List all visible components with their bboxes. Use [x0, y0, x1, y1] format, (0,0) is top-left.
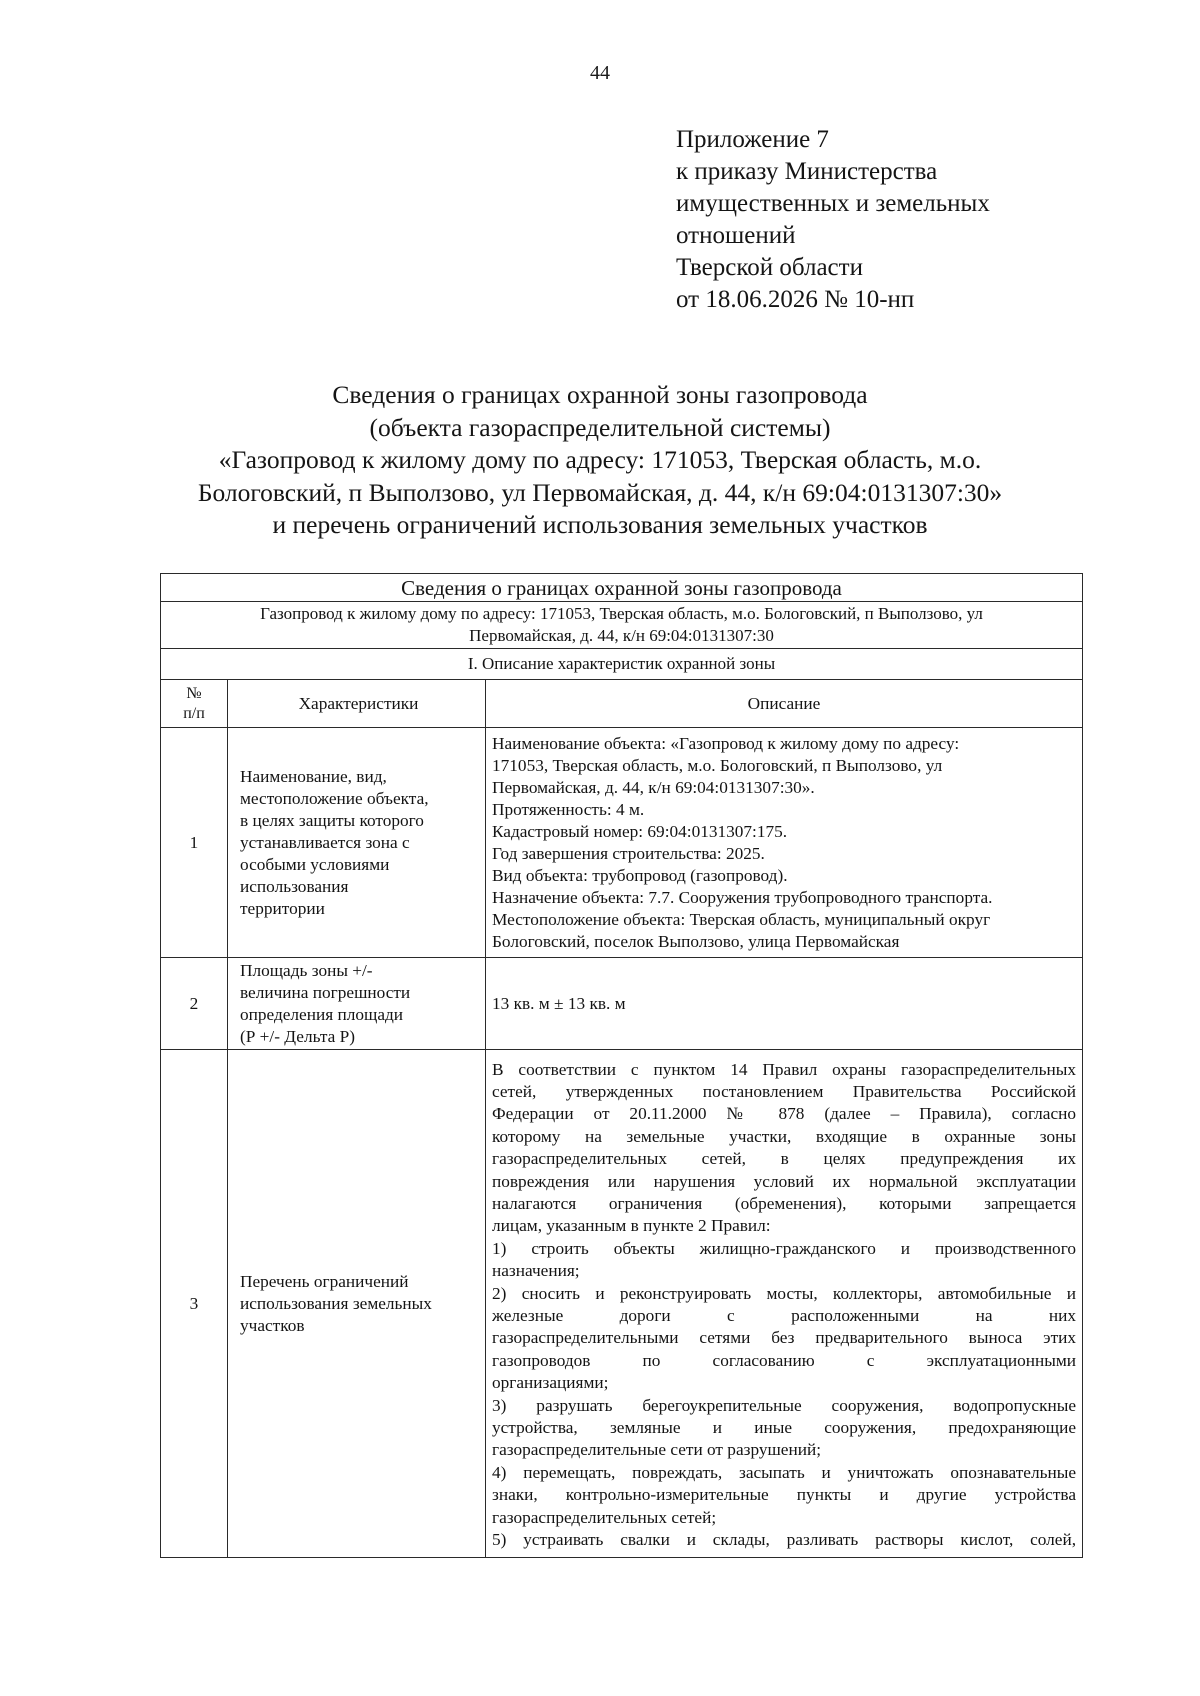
zone-info-table — [160, 573, 1083, 1558]
title-line: Бологовский, п Выползово, ул Первомайская, д. 44, к/н 69:04:0131307:30» — [197, 477, 1003, 507]
text-line: Площадь зоны +/- — [240, 960, 373, 980]
title-line: Сведения о границах охранной зоны газопровода — [332, 380, 868, 409]
text-line: устройства, земляные и иные сооружения, предохраняющие — [492, 1417, 1077, 1437]
text-line: знаки, контрольно-измерительные пункты и другие устройства — [492, 1485, 1077, 1505]
appendix-reference — [676, 124, 990, 316]
text-line: Вид объекта: трубопровод (газопровод). — [492, 865, 788, 885]
text-line: налагаются ограничения (обременения), которыми запрещается — [492, 1194, 1077, 1214]
text-line: организациями; — [492, 1373, 609, 1393]
column-header-number-line: № — [186, 684, 202, 702]
text-line: территории — [240, 898, 325, 918]
text-line: участков — [240, 1315, 305, 1335]
text-line: назначения; — [492, 1261, 580, 1281]
text-line: в целях защиты которого — [240, 810, 424, 830]
title-line: «Газопровод к жилому дому по адресу: 171053, Тверская область, м.о. — [218, 445, 982, 474]
text-line: повреждения или нарушения условий их нормальной эксплуатации — [492, 1171, 1077, 1191]
text-line: 1) строить объекты жилищно-гражданского и производственного — [492, 1238, 1077, 1258]
object-name-line: Первомайская, д. 44, к/н 69:04:0131307:30 — [469, 626, 774, 645]
column-header-description: Описание — [486, 680, 1083, 728]
text-line: газораспределительных сетей; — [492, 1507, 717, 1527]
appendix-line: имущественных и земельных — [676, 190, 990, 217]
table-row — [161, 1050, 1083, 1558]
column-header-number-line: п/п — [183, 704, 205, 722]
text-line: Назначение объекта: 7.7. Сооружения трубопроводного транспорта. — [492, 887, 993, 907]
text-line: В соответствии с пунктом 14 Правил охраны газораспределительных — [492, 1059, 1077, 1079]
text-line: Кадастровый номер: 69:04:0131307:175. — [492, 821, 788, 841]
text-line: (Р +/- Дельта Р) — [240, 1026, 355, 1046]
text-line: Первомайская, д. 44, к/н 69:04:0131307:30». — [492, 777, 815, 797]
appendix-line: отношений — [676, 222, 796, 249]
appendix-line: Тверской области — [676, 254, 863, 281]
text-line: газораспределительные сети от разрушений; — [492, 1440, 822, 1460]
text-line: Наименование объекта: «Газопровод к жилому дому по адресу: — [492, 733, 960, 753]
object-name-line: Газопровод к жилому дому по адресу: 171053, Тверская область, м.о. Бологовский, п Выползово, ул — [260, 604, 983, 623]
row-characteristics — [228, 958, 486, 1050]
page-number: 44 — [590, 62, 610, 84]
text-line: 2) сносить и реконструировать мосты, коллекторы, автомобильные и — [492, 1283, 1077, 1303]
text-line: сетей, утвержденных постановлением Правительства Российской — [492, 1082, 1077, 1102]
text-line: 4) перемещать, повреждать, засыпать и уничтожать опознавательные — [492, 1462, 1077, 1482]
row-number: 3 — [161, 1050, 228, 1558]
text-line: устанавливается зона с — [240, 832, 410, 852]
table-row — [161, 728, 1083, 958]
table-section-title: I. Описание характеристик охранной зоны — [161, 649, 1083, 680]
table-object-name — [161, 602, 1083, 649]
text-line: величина погрешности — [240, 982, 411, 1002]
document-title — [0, 379, 1200, 542]
text-line: использования — [240, 876, 349, 896]
table-header: Сведения о границах охранной зоны газопровода — [161, 574, 1083, 602]
row-number: 2 — [161, 958, 228, 1050]
row-description — [486, 728, 1083, 958]
row-characteristics — [228, 728, 486, 958]
table-column-headers — [161, 680, 1083, 728]
text-line: Местоположение объекта: Тверская область, муниципальный округ — [492, 909, 991, 929]
row-description — [486, 958, 1083, 1050]
text-line: железные дороги с расположенными на них — [492, 1306, 1077, 1325]
text-line: Федерации от 20.11.2000 № 878 (далее – Правила), согласно — [492, 1104, 1077, 1124]
row-description — [486, 1050, 1083, 1558]
text-line: 5) устраивать свалки и склады, разливать растворы кислот, солей, — [492, 1529, 1077, 1549]
text-line: 171053, Тверская область, м.о. Бологовский, п Выползово, ул — [492, 755, 943, 775]
column-header-number — [161, 680, 228, 728]
text-line: использования земельных — [240, 1293, 432, 1313]
text-line: Год завершения строительства: 2025. — [492, 843, 765, 863]
row-characteristics — [228, 1050, 486, 1558]
text-line: которому на земельные участки, входящие в охранные зоны — [492, 1126, 1077, 1146]
text-line: газораспределительных сетей, в целях предупреждения их — [492, 1149, 1077, 1169]
text-line: местоположение объекта, — [240, 788, 429, 808]
appendix-line: Приложение 7 — [676, 126, 829, 153]
text-line: 3) разрушать берегоукрепительные сооружения, водопропускные — [492, 1395, 1077, 1415]
text-line: Протяженность: 4 м. — [492, 799, 645, 819]
text-line: газопроводов по согласованию с эксплуатационными — [492, 1350, 1077, 1370]
text-line: лицам, указанным в пункте 2 Правил: — [492, 1216, 771, 1236]
text-line: 13 кв. м ± 13 кв. м — [492, 993, 626, 1013]
text-line: газораспределительными сетями без предварительного выноса этих — [492, 1328, 1077, 1348]
text-line: Бологовский, поселок Выползово, улица Первомайская — [492, 931, 900, 951]
text-line: определения площади — [240, 1004, 404, 1024]
title-line: и перечень ограничений использования земельных участков — [272, 510, 928, 539]
column-header-characteristics: Характеристики — [228, 680, 486, 728]
table-row — [161, 958, 1083, 1050]
appendix-line: от 18.06.2026 № 10-нп — [676, 286, 915, 313]
appendix-line: к приказу Министерства — [676, 158, 938, 185]
text-line: особыми условиями — [240, 854, 390, 874]
text-line: Перечень ограничений — [240, 1271, 409, 1291]
text-line: Наименование, вид, — [240, 766, 387, 786]
row-number: 1 — [161, 728, 228, 958]
title-line: (объекта газораспределительной системы) — [369, 412, 831, 442]
